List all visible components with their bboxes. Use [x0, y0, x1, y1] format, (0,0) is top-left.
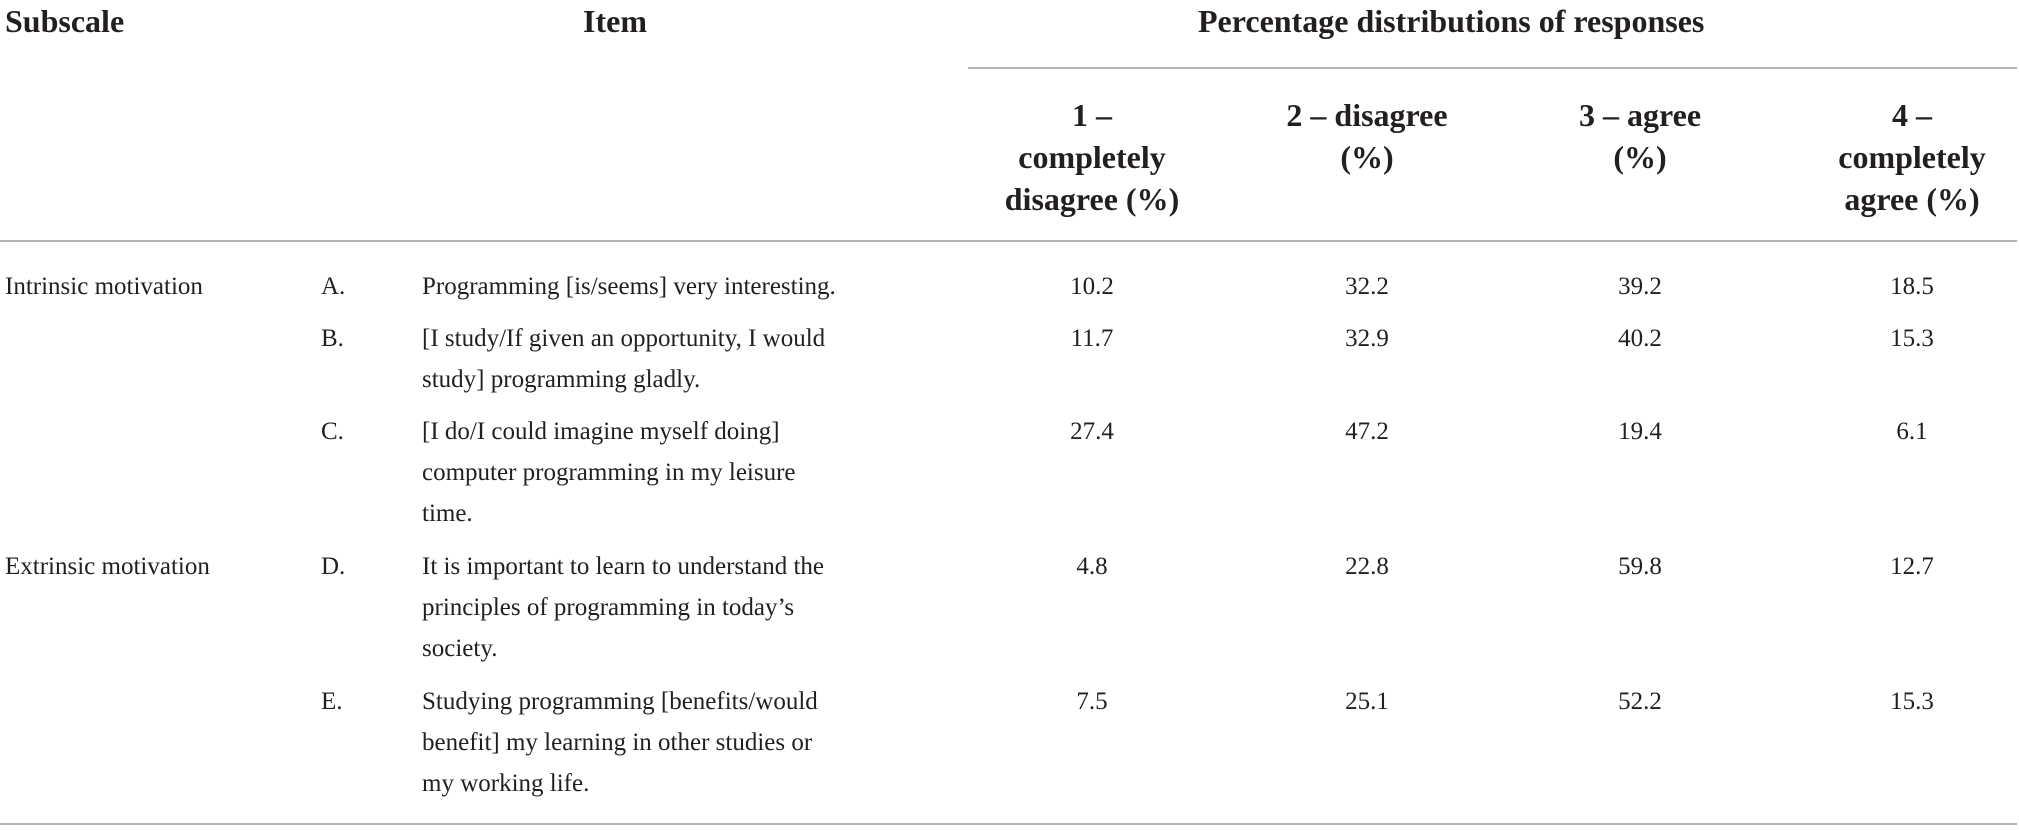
row-e-item-line3: my working life.: [422, 770, 590, 797]
col-header-3-line1: 3 – agree: [1578, 97, 1702, 133]
row-d-value-3: 59.8: [1618, 553, 1662, 580]
row-d-item-line2: principles of programming in today’s: [422, 594, 795, 621]
col-header-1-line2: completely: [1018, 139, 1166, 175]
col-header-4-line3: agree (%): [1844, 181, 1980, 217]
row-d-item: [422, 546, 824, 669]
row-a-value-2: 32.2: [1345, 273, 1389, 300]
row-d-letter: D.: [321, 553, 346, 580]
row-e-item-line1: Studying programming [benefits/would: [422, 688, 818, 715]
row-e-item: [422, 681, 818, 804]
row-d-value-1: 4.8: [1076, 553, 1108, 580]
row-c-value-3: 19.4: [1618, 418, 1662, 445]
header-percentage-group: Percentage distributions of responses: [1198, 3, 1705, 39]
col-header-4: [1812, 94, 2012, 220]
row-a-item-line1: Programming [is/seems] very interesting.: [422, 273, 836, 300]
col-header-1-line1: 1 –: [1072, 97, 1112, 133]
row-a-value-1: 10.2: [1070, 273, 1114, 300]
row-a-letter: A.: [321, 273, 346, 300]
row-e-letter: E.: [321, 688, 343, 715]
col-header-4-line1: 4 –: [1892, 97, 1932, 133]
row-a-item: [422, 266, 836, 307]
row-d-value-2: 22.8: [1345, 553, 1389, 580]
row-d-subscale: Extrinsic motivation: [5, 553, 210, 580]
row-b-value-1: 11.7: [1070, 325, 1114, 352]
col-header-3-line2: (%): [1613, 139, 1667, 175]
row-b-item-line1: [I study/If given an opportunity, I would: [422, 325, 826, 352]
row-c-item-line2: computer programming in my leisure: [422, 459, 796, 486]
row-e-value-1: 7.5: [1076, 688, 1108, 715]
row-a-value-4: 18.5: [1890, 273, 1934, 300]
col-header-2-line2: (%): [1340, 139, 1394, 175]
row-b-letter: B.: [321, 325, 344, 352]
row-e-value-2: 25.1: [1345, 688, 1389, 715]
col-header-3: [1540, 94, 1740, 178]
header-subscale: Subscale: [5, 3, 125, 39]
row-e-item-line2: benefit] my learning in other studies or: [422, 729, 813, 756]
header-item: Item: [583, 3, 647, 39]
row-b-item: [422, 318, 825, 400]
group-header-rule: [968, 67, 2017, 69]
row-c-value-4: 6.1: [1896, 418, 1928, 445]
row-c-letter: C.: [321, 418, 344, 445]
row-c-value-1: 27.4: [1070, 418, 1114, 445]
row-e-value-3: 52.2: [1618, 688, 1662, 715]
table-bottom-rule: [0, 823, 2017, 825]
col-header-4-line2: completely: [1838, 139, 1986, 175]
row-d-item-line3: society.: [422, 635, 498, 662]
row-b-value-3: 40.2: [1618, 325, 1662, 352]
row-d-item-line1: It is important to learn to understand the: [422, 553, 824, 580]
row-b-value-4: 15.3: [1890, 325, 1934, 352]
header-bottom-rule: [0, 240, 2017, 242]
row-a-subscale: Intrinsic motivation: [5, 273, 203, 300]
row-e-value-4: 15.3: [1890, 688, 1934, 715]
row-b-value-2: 32.9: [1345, 325, 1389, 352]
row-c-value-2: 47.2: [1345, 418, 1389, 445]
row-c-item: [422, 411, 796, 534]
row-c-item-line1: [I do/I could imagine myself doing]: [422, 418, 780, 445]
col-header-1-line3: disagree (%): [1004, 181, 1180, 217]
col-header-2: [1242, 94, 1492, 178]
row-d-value-4: 12.7: [1890, 553, 1934, 580]
row-b-item-line2: study] programming gladly.: [422, 366, 701, 393]
col-header-1: [992, 94, 1192, 220]
row-c-item-line3: time.: [422, 500, 473, 527]
col-header-2-line1: 2 – disagree: [1286, 97, 1448, 133]
row-a-value-3: 39.2: [1618, 273, 1662, 300]
